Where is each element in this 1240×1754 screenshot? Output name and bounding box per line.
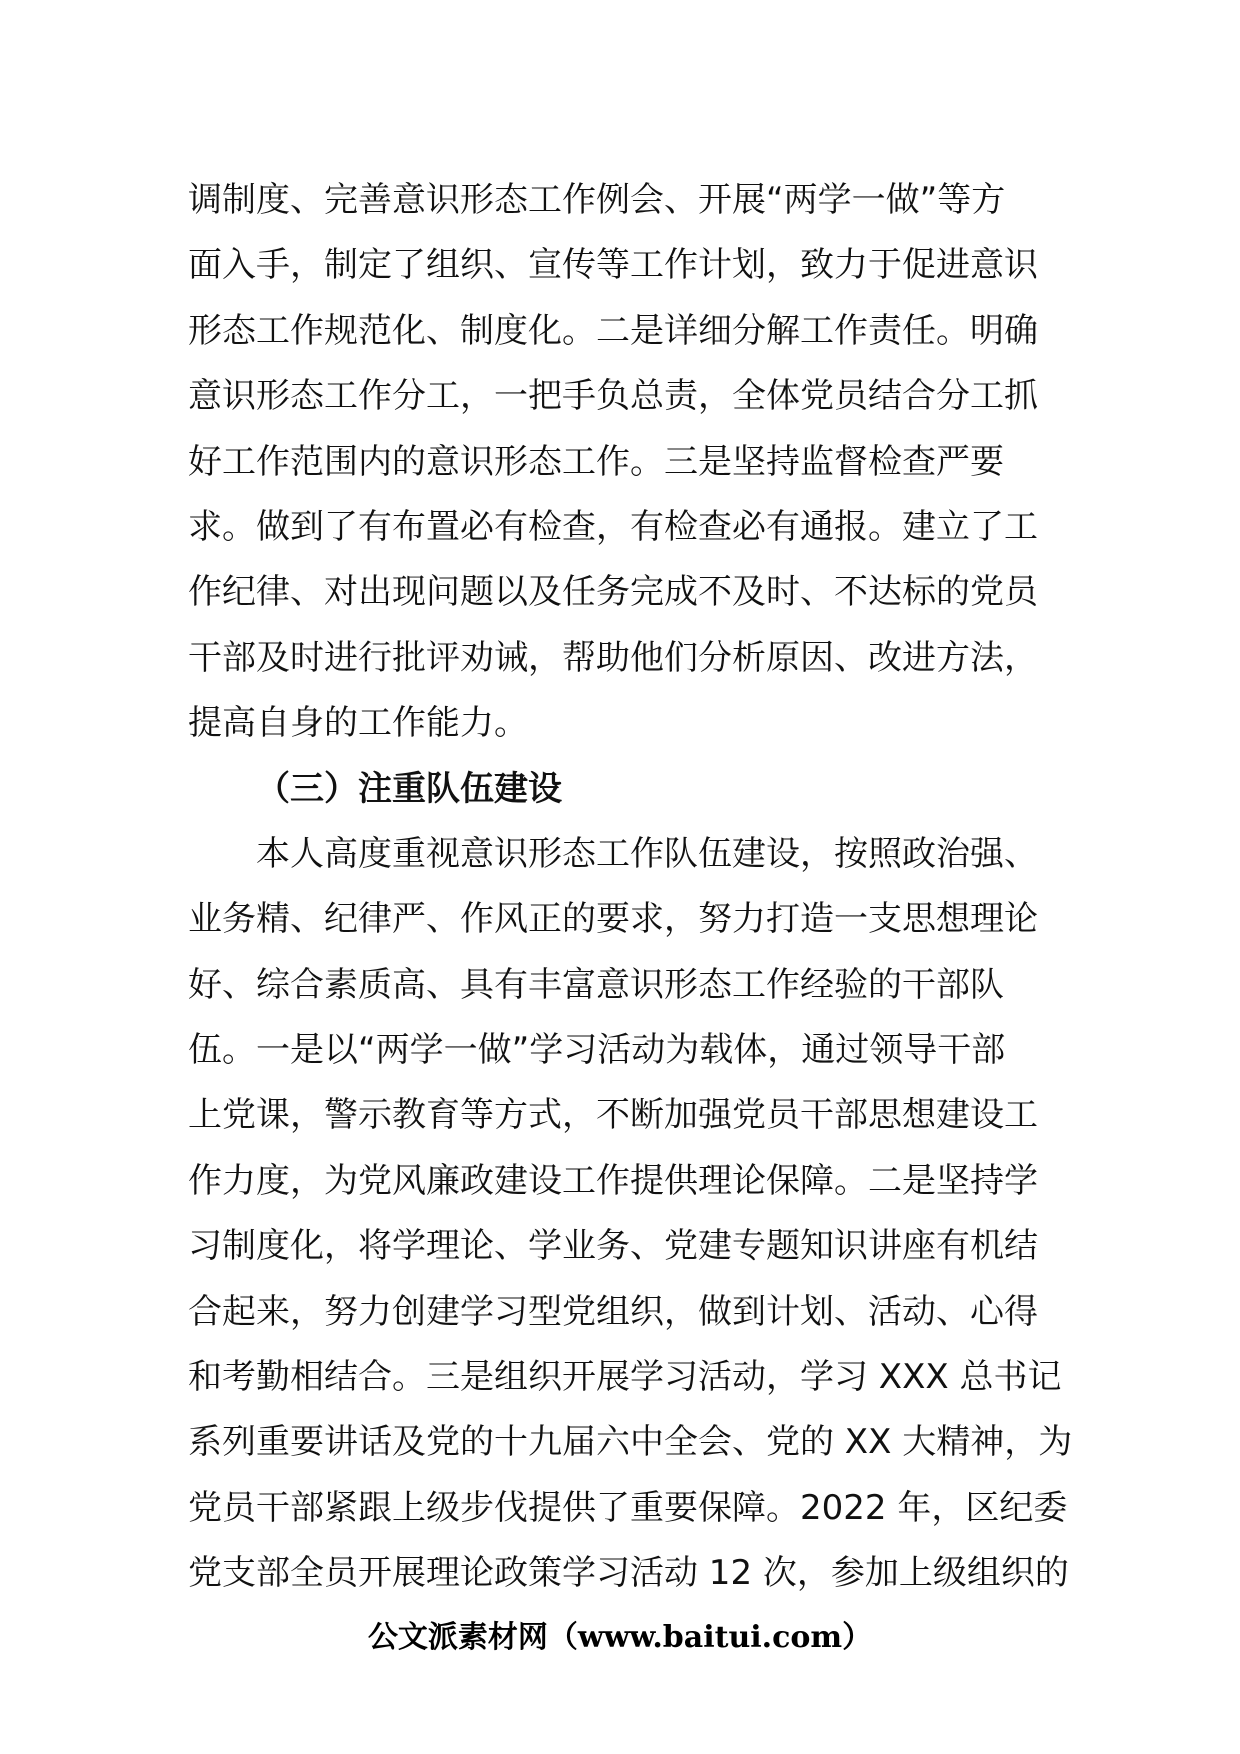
body-line: 好工作范围内的意识形态工作。三是坚持监督检查严要 — [188, 441, 1004, 482]
body-line: 习制度化，将学理论、学业务、党建专题知识讲座有机结 — [188, 1226, 1038, 1267]
body-line: 党员干部紧跟上级步伐提供了重要保障。2022 年，区纪委 — [188, 1487, 1068, 1528]
body-line: 提高自身的工作能力。 — [188, 703, 528, 744]
body-line: 意识形态工作分工，一把手负总责，全体党员结合分工抓 — [188, 376, 1038, 417]
body-line: 党支部全员开展理论政策学习活动 12 次，参加上级组织的 — [188, 1553, 1069, 1594]
body-line: 求。做到了有布置必有检查，有检查必有通报。建立了工 — [188, 506, 1038, 547]
body-line: 形态工作规范化、制度化。二是详细分解工作责任。明确 — [188, 310, 1038, 351]
body-line: 业务精、纪律严、作风正的要求，努力打造一支思想理论 — [188, 899, 1038, 940]
body-line: 好、综合素质高、具有丰富意识形态工作经验的干部队 — [188, 964, 1004, 1005]
paragraph-first-line: 本人高度重视意识形态工作队伍建设，按照政治强、 — [256, 833, 1038, 874]
body-line: 上党课，警示教育等方式，不断加强党员干部思想建设工 — [188, 1095, 1038, 1136]
body-line: 面入手，制定了组织、宣传等工作计划，致力于促进意识 — [188, 245, 1038, 286]
body-line: 调制度、完善意识形态工作例会、开展“两学一做”等方 — [188, 180, 1006, 220]
body-line: 作纪律、对出现问题以及任务完成不及时、不达标的党员 — [188, 572, 1038, 613]
section-heading: （三）注重队伍建设 — [256, 768, 562, 809]
body-line: 干部及时进行批评劝诫，帮助他们分析原因、改进方法， — [188, 637, 1038, 678]
body-line: 和考勤相结合。三是组织开展学习活动，学习 XXX 总书记 — [188, 1357, 1062, 1398]
footer-watermark: 公文派素材网（www.baitui.com） — [367, 1620, 873, 1655]
document-body — [188, 168, 1073, 1607]
body-line: 合起来，努力创建学习型党组织，做到计划、活动、心得 — [188, 1291, 1038, 1332]
body-line: 作力度，为党风廉政建设工作提供理论保障。二是坚持学 — [188, 1160, 1038, 1201]
body-line: 系列重要讲话及党的十九届六中全会、党的 XX 大精神，为 — [188, 1422, 1073, 1463]
body-line: 伍。一是以“两学一做”学习活动为载体，通过领导干部 — [188, 1030, 1006, 1071]
